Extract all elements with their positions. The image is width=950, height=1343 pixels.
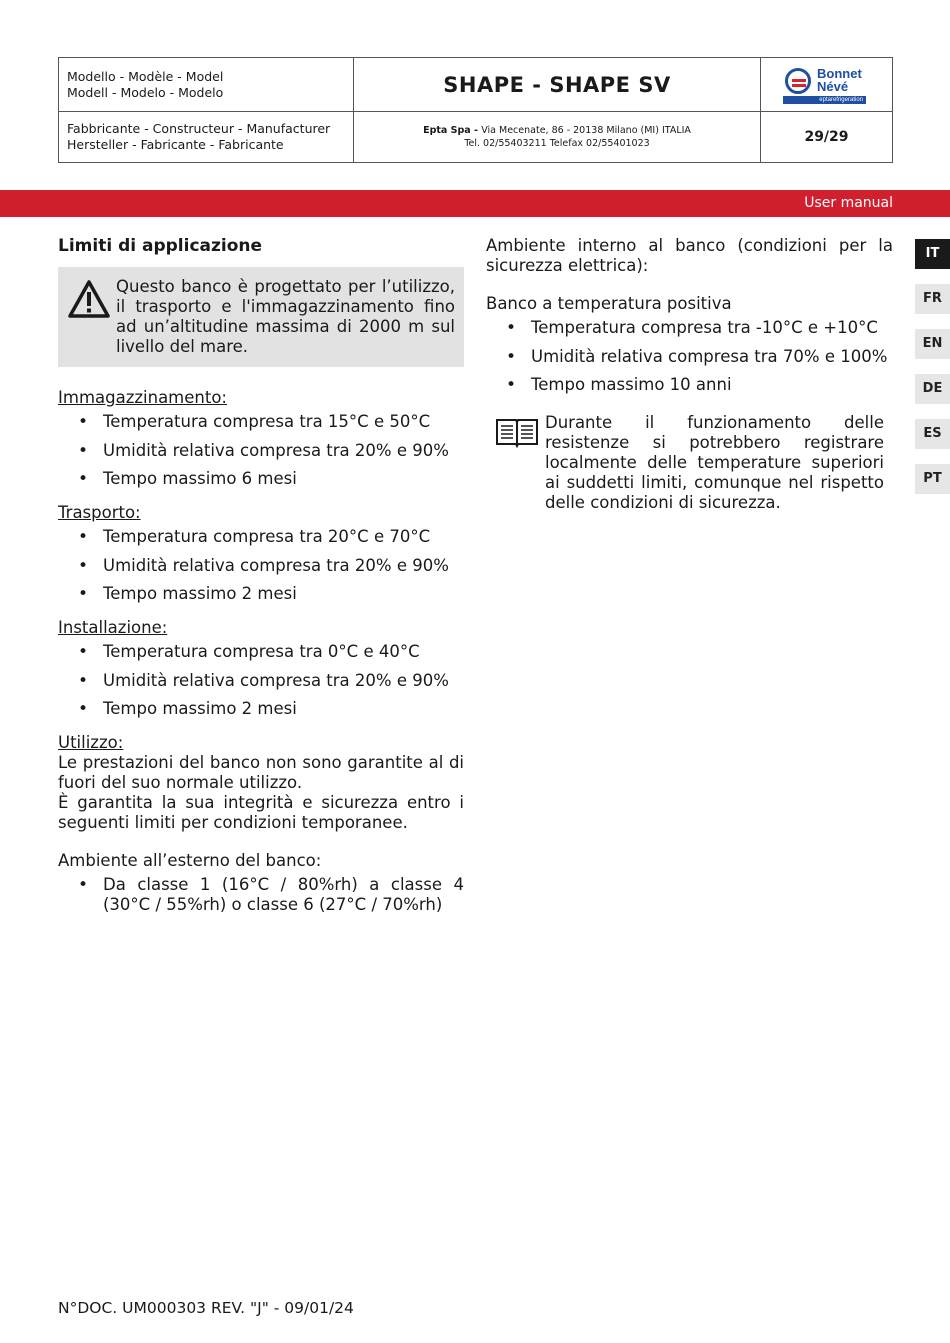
language-tab-it[interactable]: IT: [915, 239, 950, 269]
use-heading: Utilizzo:: [58, 733, 124, 752]
list-item: • Temperatura compresa tra -10°C e +10°C: [486, 318, 893, 338]
list-item: • Tempo massimo 2 mesi: [58, 584, 464, 604]
list-item: • Tempo massimo 6 mesi: [58, 469, 464, 489]
section-title: Limiti di applicazione: [58, 236, 263, 256]
list-item: • Da classe 1 (16°C / 80%rh) a classe 4 (30°C / 55%rh) o classe 6 (27°C / 70%rh): [58, 875, 464, 915]
document-title: SHAPE - SHAPE SV: [354, 58, 761, 112]
list-item: • Umidità relativa compresa tra 70% e 100%: [486, 347, 893, 367]
list-item: • Umidità relativa compresa tra 20% e 90%: [58, 556, 464, 576]
page-number: 29/29: [804, 129, 849, 145]
section-band: [0, 190, 950, 217]
list-item: • Tempo massimo 10 anni: [486, 375, 893, 395]
language-tab-fr[interactable]: FR: [915, 284, 950, 314]
language-tab-pt[interactable]: PT: [915, 464, 950, 494]
manual-note: [486, 413, 893, 513]
list-item: • Temperatura compresa tra 20°C e 70°C: [58, 527, 464, 547]
warning-text: Questo banco è progettato per l’utilizzo, il trasporto e l'immagazzinamento fino ad un’altitudine massima di 2000 m sul livello del mare.: [116, 277, 455, 356]
model-label-line-2: Modell - Modelo - Modelo: [67, 85, 224, 100]
installation-list: [58, 642, 464, 719]
internal-heading: Ambiente interno al banco (condizioni per la sicurezza elettrica):: [486, 236, 893, 275]
storage-heading: Immagazzinamento:: [58, 388, 227, 407]
use-paragraph-2: È garantita la sua integrità e sicurezza entro i seguenti limiti per condizioni temporanee.: [58, 793, 464, 832]
storage-list: [58, 412, 464, 489]
external-section: [58, 851, 464, 915]
address-line-1: [423, 124, 691, 137]
list-item: • Tempo massimo 2 mesi: [58, 699, 464, 719]
model-label-line-1: Modello - Modèle - Model: [67, 69, 224, 84]
external-list: [58, 875, 464, 915]
document-header: [58, 57, 893, 163]
logo-tagline: eptarefrigeration: [783, 96, 866, 104]
installation-section: [58, 618, 464, 719]
manufacturer-label: [59, 112, 354, 162]
manufacturer-label-line-1: Fabbricante - Constructeur - Manufacturer: [67, 121, 331, 136]
street-address: Via Mecenate, 86 - 20138 Milano (MI) ITALIA: [481, 125, 691, 136]
positive-list: [486, 318, 893, 395]
model-label: [59, 58, 354, 112]
list-item: • Temperatura compresa tra 0°C e 40°C: [58, 642, 464, 662]
left-column: [58, 236, 464, 924]
warning-triangle-icon: [67, 279, 111, 319]
manufacturer-address: [354, 112, 761, 162]
address-line-2: Tel. 02/55403211 Telefax 02/55401023: [464, 138, 650, 149]
logo-text-1: Bonnet: [817, 66, 862, 81]
transport-heading: Trasporto:: [58, 503, 141, 522]
open-book-icon: [495, 416, 539, 448]
list-item: • Umidità relativa compresa tra 20% e 90%: [58, 441, 464, 461]
language-tab-es[interactable]: ES: [915, 419, 950, 449]
note-text: Durante il funzionamento delle resistenze si potrebbero registrare localmente delle temperature superiori ai suddetti limiti, comunque nel rispetto delle condizioni di sicurezza.: [545, 413, 884, 512]
storage-section: [58, 388, 464, 489]
logo-mark-icon: [785, 68, 811, 94]
language-tab-en[interactable]: EN: [915, 329, 950, 359]
positive-section: [486, 294, 893, 395]
language-tabs: [915, 239, 950, 509]
list-item: • Temperatura compresa tra 15°C e 50°C: [58, 412, 464, 432]
band-label: User manual: [804, 195, 893, 211]
list-item: • Umidità relativa compresa tra 20% e 90%: [58, 671, 464, 691]
bonnet-neve-logo: [783, 67, 873, 105]
use-section: [58, 733, 464, 833]
installation-heading: Installazione:: [58, 618, 168, 637]
external-heading: Ambiente all’esterno del banco:: [58, 851, 322, 870]
logo-text-2: Névé: [817, 79, 849, 94]
use-paragraph-1: Le prestazioni del banco non sono garantite al di fuori del suo normale utilizzo.: [58, 753, 464, 792]
language-tab-de[interactable]: DE: [915, 374, 950, 404]
transport-section: [58, 503, 464, 604]
right-column: [486, 236, 893, 513]
document-number: N°DOC. UM000303 REV. "J" - 09/01/24: [58, 1299, 354, 1317]
company-name: Epta Spa -: [423, 125, 482, 136]
logo-cell: [761, 58, 892, 112]
warning-box: [58, 267, 464, 367]
positive-heading: Banco a temperatura positiva: [486, 294, 732, 313]
transport-list: [58, 527, 464, 604]
manufacturer-label-line-2: Hersteller - Fabricante - Fabricante: [67, 137, 284, 152]
